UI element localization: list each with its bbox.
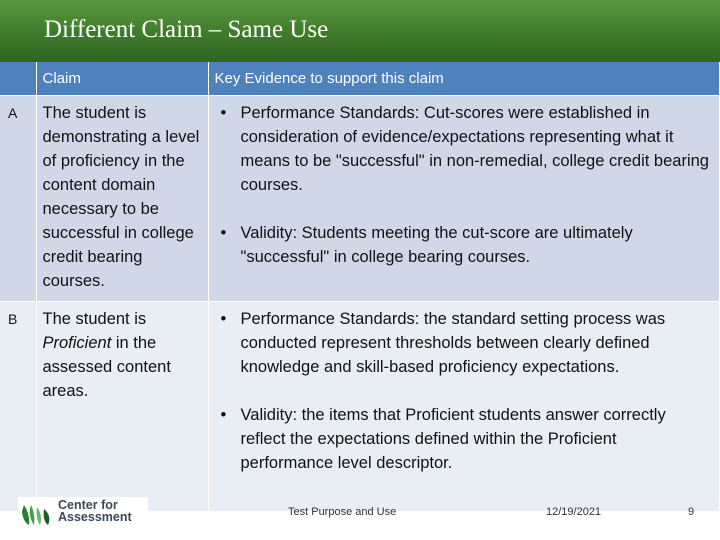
evidence-bullet: • Performance Standards: Cut-scores were established in consideration of evidence/expectations representing what it means to be "successful" in non-remedial, college credit bearing courses. bbox=[217, 101, 712, 197]
evidence-bullet: • Validity: Students meeting the cut-score are ultimately "successful" in college bearing courses. bbox=[217, 221, 712, 269]
evidence-cell bbox=[208, 96, 720, 302]
logo-line: Center for bbox=[58, 498, 118, 512]
table-row bbox=[0, 96, 720, 302]
header-evidence: Key Evidence to support this claim bbox=[208, 62, 720, 96]
row-label: B bbox=[0, 302, 36, 511]
evidence-bullet: • Validity: the items that Proficient students answer correctly reflect the expectations defined within the Proficient performance level descriptor. bbox=[217, 403, 712, 475]
footer-title: Test Purpose and Use bbox=[288, 506, 397, 518]
title-bar bbox=[0, 0, 720, 62]
footer-date: 12/19/2021 bbox=[546, 506, 602, 518]
logo-line: Assessment bbox=[58, 510, 132, 524]
table-header-row bbox=[0, 62, 720, 96]
evidence-bullet: • Performance Standards: the standard setting process was conducted represent thresholds between clearly defined knowledge and skill-based proficiency expectations. bbox=[217, 307, 712, 379]
leaf-logo-icon bbox=[20, 501, 54, 527]
row-label: A bbox=[0, 96, 36, 302]
claim-text: The student is bbox=[42, 310, 147, 328]
header-label bbox=[0, 62, 36, 96]
page-number: 9 bbox=[688, 506, 695, 518]
slide-title: Different Claim – Same Use bbox=[44, 16, 329, 43]
center-for-assessment-logo bbox=[18, 497, 148, 529]
logo-text bbox=[58, 499, 132, 523]
evidence-cell bbox=[208, 302, 720, 511]
claim-emphasis: Proficient bbox=[42, 334, 112, 352]
table-row bbox=[0, 302, 720, 511]
claims-table bbox=[0, 62, 720, 511]
claim-cell bbox=[36, 302, 208, 511]
claim-text: in the assessed content areas. bbox=[42, 334, 171, 400]
claim-cell: The student is demonstrating a level of proficiency in the content domain necessary to be successful in college credit bearing courses. bbox=[36, 96, 208, 302]
header-claim: Claim bbox=[36, 62, 208, 96]
